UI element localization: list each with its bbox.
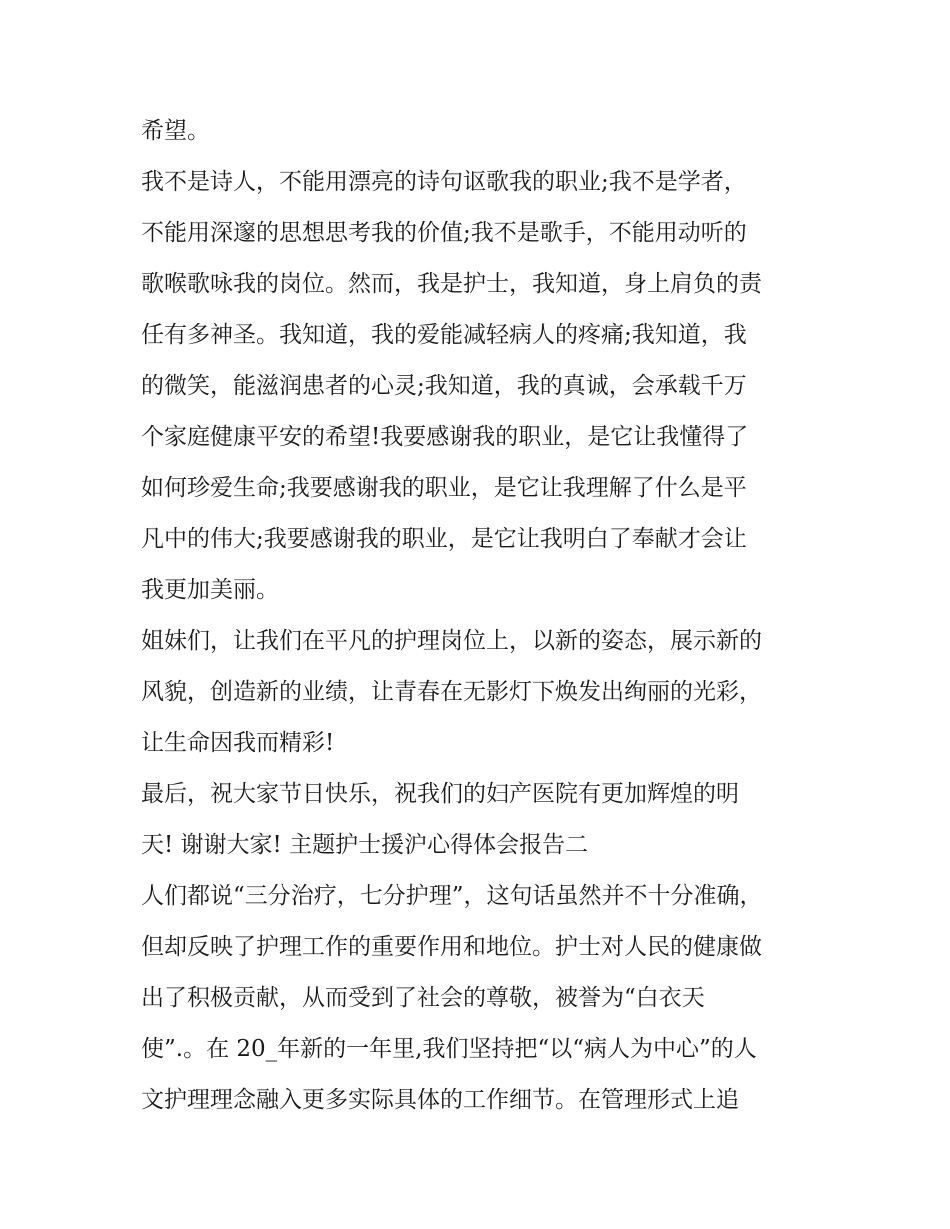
text-line: 但却反映了护理工作的重要作用和地位。护士对人民的健康做 — [141, 934, 762, 960]
text-line: 人们都说“三分治疗，七分护理”，这句话虽然并不十分准确， — [141, 883, 763, 909]
text-line: 风貌，创造新的业绩，让青春在无影灯下焕发出绚丽的光彩， — [141, 679, 762, 705]
text-line: 我更加美丽。 — [141, 577, 279, 603]
text-line: 天! 谢谢大家! 主题护士援沪心得体会报告二 — [141, 832, 589, 858]
text-line: 如何珍爱生命;我要感谢我的职业，是它让我理解了什么是平 — [141, 475, 747, 501]
text-line: 姐妹们，让我们在平凡的护理岗位上，以新的姿态，展示新的 — [141, 628, 762, 654]
text-line: 让生命因我而精彩! — [141, 730, 335, 756]
text-line: 出了积极贡献，从而受到了社会的尊敬，被誉为“白衣天 — [141, 985, 705, 1011]
text-line: 凡中的伟大;我要感谢我的职业，是它让我明白了奉献才会让 — [141, 526, 747, 552]
text-line: 歌喉歌咏我的岗位。然而，我是护士，我知道，身上肩负的责 — [141, 271, 762, 297]
text-line: 我不是诗人，不能用漂亮的诗句讴歌我的职业;我不是学者， — [141, 169, 747, 195]
text-line: 希望。 — [141, 118, 210, 144]
body-text — [141, 106, 821, 1126]
text-line: 使”.。在 20_年新的一年里,我们坚持把“以“病人为中心”的人 — [141, 1036, 757, 1062]
text-line: 任有多神圣。我知道，我的爱能减轻病人的疼痛;我知道，我 — [141, 322, 747, 348]
text-line: 最后，祝大家节日快乐，祝我们的妇产医院有更加辉煌的明 — [141, 781, 739, 807]
text-line: 不能用深邃的思想思考我的价值;我不是歌手，不能用动听的 — [141, 220, 747, 246]
text-line: 的微笑，能滋润患者的心灵;我知道，我的真诚，会承载千万 — [141, 373, 747, 399]
text-line: 文护理理念融入更多实际具体的工作细节。在管理形式上追 — [141, 1087, 739, 1113]
text-line: 个家庭健康平安的希望!我要感谢我的职业，是它让我懂得了 — [141, 424, 749, 450]
